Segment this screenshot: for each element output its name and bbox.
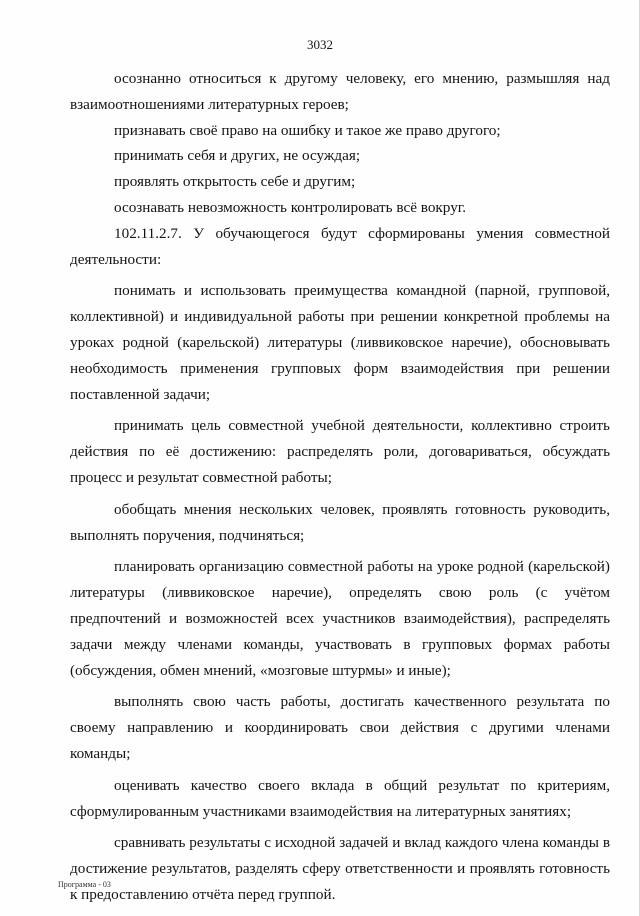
section-heading-paragraph: 102.11.2.7. У обучающегося будут сформированы умения совместной деятельности: [70, 224, 610, 268]
paragraph: выполнять свою часть работы, достигать качественного результата по своему направлению и координировать свои действия с другими членами команды; [70, 693, 610, 762]
paragraph: оценивать качество своего вклада в общий результат по критериям, сформулированным участниками взаимодействия на литературных занятиях; [70, 776, 610, 820]
paragraph: признавать своё право на ошибку и такое же право другого; [114, 121, 501, 139]
paragraph: проявлять открытость себе и другим; [114, 173, 356, 191]
paragraph: понимать и использовать преимущества командной (парной, групповой, коллективной) и индивидуальной работы при решении конкретной проблемы на уроках родной (карельской) литературы (ливвиковское наречие), обосновывать необходимость применения групповых форм взаимодействия при решении поставленной задачи; [70, 282, 610, 403]
paragraph: сравнивать результаты с исходной задачей и вклад каждого члена команды в достижение результатов, разделять сферу ответственности и проявлять готовность к предоставлению отчёта перед группой. [70, 834, 610, 903]
paragraph: принимать себя и других, не осуждая; [114, 147, 361, 165]
paragraph: осознанно относиться к другому человеку, его мнению, размышляя над взаимоотношениями литературных героев; [70, 70, 610, 113]
body-text [70, 66, 610, 908]
paragraph: обобщать мнения нескольких человек, проявлять готовность руководить, выполнять поручения, подчиняться; [70, 500, 610, 544]
page-number: 3032 [307, 37, 333, 52]
paragraph: планировать организацию совместной работы на уроке родной (карельской) литературы (ливвиковское наречие), определять свою роль (с учётом предпочтений и возможностей всех участников взаимодействия), распределять задачи между членами команды, участвовать в групповых формах работы (обсуждения, обмен мнений, «мозговые штурмы» и иные); [70, 558, 610, 679]
paragraph: принимать цель совместной учебной деятельности, коллективно строить действия по её достижению: распределять роли, договариваться, обсуждать процесс и результат совместной работы; [70, 417, 610, 486]
paragraph: осознавать невозможность контролировать всё вокруг. [114, 198, 467, 216]
footer-label: Программа - 03 [58, 880, 111, 889]
